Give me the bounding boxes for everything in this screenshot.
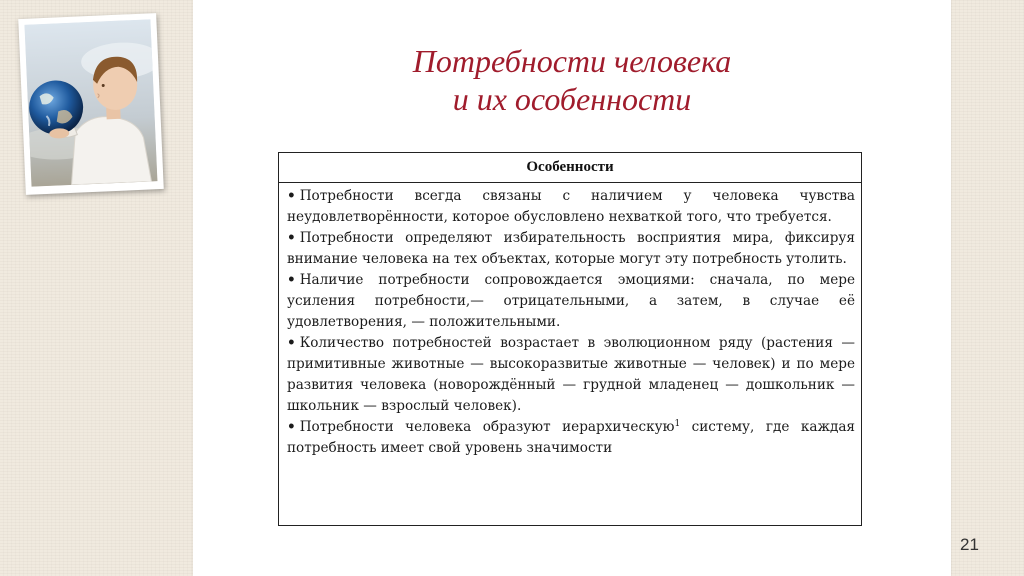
features-table [278,152,862,526]
photo-frame [18,13,164,195]
list-item-text-before: Потребности человека образуют иерархическую [299,419,675,435]
bullet-icon: • [287,272,296,288]
list-item-text: Потребности всегда связаны с наличием у человека чувства неудовлетворённости, которое обусловлено нехваткой того, что требуется. [287,188,855,225]
list-item-text: Наличие потребности сопровождается эмоциями: сначала, по мере усиления потребности,— отрицательными, а затем, в случае её удовлетворения, — положительными. [287,272,855,330]
list-item-text: Количество потребностей возрастает в эволюционном ряду (растения — примитивные животные — высокоразвитые животные — человек) и по мере развития человека (новорождённый — грудной младенец — дошкольник — школьник — взрослый человек). [287,335,855,414]
footnote-marker: 1 [674,419,681,429]
bullet-icon: • [287,188,296,204]
list-item [287,270,855,333]
table-header: Особенности [279,152,861,183]
list-item [287,228,855,270]
title-line-1: Потребности человека [412,43,732,79]
list-item [287,333,855,417]
slide-title [193,42,951,118]
bullet-icon: • [287,419,296,435]
bullet-icon: • [287,230,296,246]
title-line-2: и их особенности [452,81,692,117]
bullet-icon: • [287,335,296,351]
page-number: 21 [960,535,979,554]
list-item-text: Потребности определяют избирательность восприятия мира, фиксируя внимание человека на тех объектах, которые могут эту потребность утолить. [287,230,855,267]
list-item-text-after: систему, где каждая потребность имеет свой уровень значимости [287,419,855,456]
list-item [287,186,855,228]
list-item [287,417,855,459]
boy-holding-globe-image [24,19,157,186]
table-body [287,186,855,459]
